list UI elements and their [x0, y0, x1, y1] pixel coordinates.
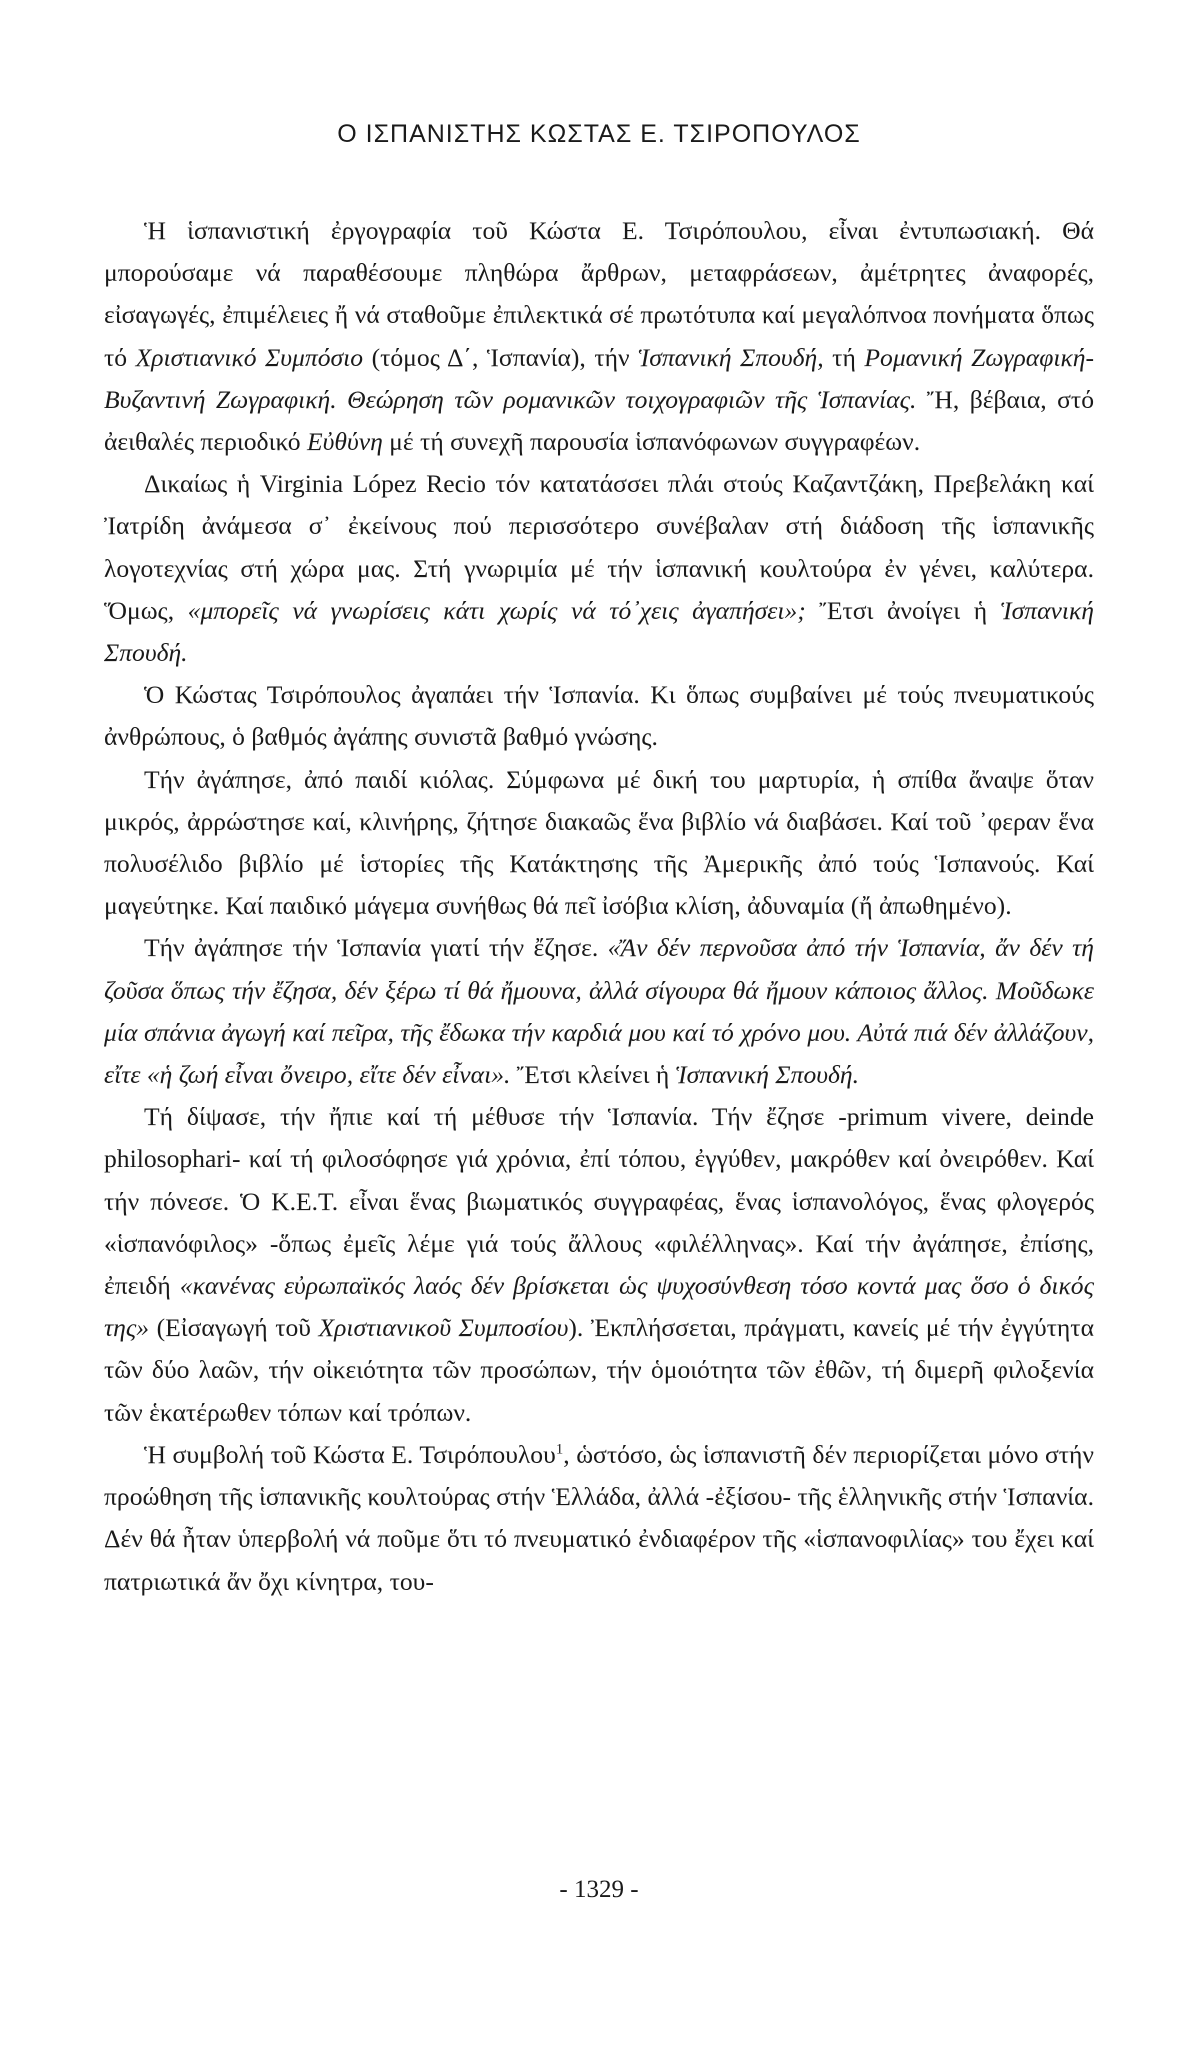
text-run: (Εἰσαγωγή τοῦ [149, 1313, 319, 1343]
italic-run: «Ἄν δέν περνοῦσα ἀπό τήν Ἱσπανία, ἄν δέν τή ζοῦσα ὅπως τήν ἔζησα, δέν ξέρω τί θά ἤμουνα, ἀλλά σίγουρα θά ἤμουν κάποιος ἄλλος. Μοῦδωκε μία σπάνια ἀγωγή καί πεῖρα, τῆς ἔδωκα τήν καρδιά μου καί τό χρόνο μου. Αὐτά πιά δέν ἀλλάζουν, εἴτε «ἡ ζωή εἶναι ὄνειρο, εἴτε δέν εἶναι». [104, 933, 1095, 1090]
paragraph [104, 1434, 1094, 1603]
page-title: Ο ΙΣΠΑΝΙΣΤΗΣ ΚΩΣΤΑΣ Ε. ΤΣΙΡΟΠΟΥΛΟΣ [337, 120, 861, 148]
article-body [104, 210, 1094, 1603]
text-run: Ἔτσι κλείνει ἡ [510, 1060, 676, 1090]
italic-run: Ἱσπανική Σπουδή. [104, 595, 1094, 668]
italic-run: Εὐθύνη [307, 427, 383, 457]
text-run: Τήν ἀγάπησε, ἀπό παιδί κιόλας. Σύμφωνα μέ δική του μαρτυρία, ἡ σπίθα ἄναψε ὅταν μικρός, ἀρρώστησε καί, κλινήρης, ζήτησε διακαῶς ἕνα βιβλίο νά διαβάσει. Καί τοῦ ᾽φεραν ἕνα πολυσέλιδο βιβλίο μέ ἱστορίες τῆς Κατάκτησης τῆς Ἀμερικῆς ἀπό τούς Ἱσπανούς. Καί μαγεύτηκε. Καί παιδικό μάγεμα συνήθως θά πεῖ ἰσόβια κλίση, ἀδυναμία (ἤ ἀπωθημένο). [104, 764, 1094, 921]
paragraph [104, 674, 1094, 758]
paragraph [104, 759, 1094, 928]
paragraph [104, 927, 1094, 1096]
text-run: Ἡ ἱσπανιστική ἐργογραφία τοῦ Κώστα Ε. Τσιρόπουλου, εἶναι ἐντυπωσιακή. Θά μπορούσαμε νά παραθέσουμε πληθώρα ἄρθρων, μεταφράσεων, ἀμέτρητες ἀναφορές, εἰσαγωγές, ἐπιμέλειες ἤ νά σταθοῦμε ἐπιλεκτικά σέ πρωτότυπα καί μεγαλόπνοα πονήματα ὅπως τό [104, 216, 1094, 372]
italic-run: «μπορεῖς νά γνωρίσεις κάτι χωρίς νά τό᾽χεις ἀγαπήσει»; [187, 595, 806, 625]
text-run: Δικαίως ἡ Virginia López Recio τόν κατατάσσει πλάι στούς Καζαντζάκη, Πρεβελάκη καί Ἰατρίδη ἀνάμεσα σ᾽ ἐκείνους πού περισσότερο συνέβαλαν στή διάδοση τῆς ἱσπανικῆς λογοτεχνίας στή χώρα μας. Στή γνωριμία μέ τήν ἱσπανική κουλτούρα ἐν γένει, καλύτερα. Ὅμως, [104, 469, 1094, 625]
text-run: , ὡστόσο, ὡς ἱσπανιστῆ δέν περιορίζεται μόνο στήν προώθηση τῆς ἱσπανικῆς κουλτούρας στήν Ἑλλάδα, ἀλλά -ἐξίσου- τῆς ἑλληνικῆς στήν Ἱσπανία. Δέν θά ἦταν ὑπερβολή νά ποῦμε ὅτι τό πνευματικό ἐνδιαφέρον τῆς «ἱσπανοφιλίας» του ἔχει καί πατριωτικά ἄν ὄχι κίνητρα, του- [104, 1439, 1094, 1596]
text-run: Ἡ συμβολή τοῦ Κώστα Ε. Τσιρόπουλου [144, 1439, 556, 1469]
italic-run: Ἱσπανική Σπουδή, [638, 342, 824, 372]
text-run: ). Ἐκπλήσσεται, πράγματι, κανείς μέ τήν ἐγγύτητα τῶν δύο λαῶν, τήν οἰκειότητα τῶν προσώπων, τήν ὁμοιότητα τῶν ἐθῶν, τή διμερῆ φιλοξενία τῶν ἑκατέρωθεν τόπων καί τρόπων. [104, 1313, 1094, 1427]
text-run: Ἤ, βέβαια, στό ἀειθαλές περιοδικό [104, 384, 1094, 457]
paragraph [104, 210, 1094, 463]
italic-run: Ἱσπανική Σπουδή. [675, 1060, 859, 1090]
text-run: μέ τή συνεχῆ παρουσία ἱσπανόφωνων συγγραφέων. [382, 427, 921, 457]
text-run: (τόμος Δ΄, Ἱσπανία), τήν [363, 342, 639, 372]
italic-run: Χριστιανικοῦ Συμποσίου [318, 1313, 569, 1343]
footnote-marker: 1 [555, 1441, 564, 1458]
paragraph [104, 1096, 1094, 1434]
text-run: Τή δίψασε, τήν ἤπιε καί τή μέθυσε τήν Ἱσπανία. Τήν ἔζησε -primum vivere, deinde philosophari- καί τή φιλοσόφησε γιά χρόνια, ἐπί τόπου, ἐγγύθεν, μακρόθεν καί ὀνειρόθεν. Καί τήν πόνεσε. Ὁ Κ.Ε.Τ. εἶναι ἕνας βιωματικός συγγραφέας, ἕνας ἱσπανολόγος, ἕνας φλογερός «ἱσπανόφιλος» -ὅπως ἐμεῖς λέμε γιά τούς ἄλλους «φιλέλληνας». Καί τήν ἀγάπησε, ἐπίσης, ἐπειδή [104, 1102, 1094, 1301]
page-number: - 1329 - [559, 1876, 639, 1903]
text-run: Τήν ἀγάπησε τήν Ἱσπανία γιατί τήν ἔζησε. [144, 933, 608, 963]
italic-run: Χριστιανικό Συμπόσιο [135, 342, 364, 372]
italic-run: Ρομανική Ζωγραφική-Βυζαντινή Ζωγραφική. Θεώρηση τῶν ρομανικῶν τοιχογραφιῶν τῆς Ἱσπανίας. [104, 342, 1094, 414]
text-run: Ἔτσι ἀνοίγει ἡ [805, 595, 1001, 625]
paragraph [104, 463, 1094, 674]
italic-run: «κανένας εὐρωπαϊκός λαός δέν βρίσκεται ὡς ψυχοσύνθεση τόσο κοντά μας ὅσο ὁ δικός της» [104, 1271, 1094, 1343]
text-run: τή [823, 342, 865, 372]
text-run: Ὁ Κώστας Τσιρόπουλος ἀγαπάει τήν Ἱσπανία. Κι ὅπως συμβαίνει μέ τούς πνευματικούς ἀνθρώπους, ὁ βαθμός ἀγάπης συνιστᾶ βαθμό γνώσης. [104, 680, 1094, 752]
